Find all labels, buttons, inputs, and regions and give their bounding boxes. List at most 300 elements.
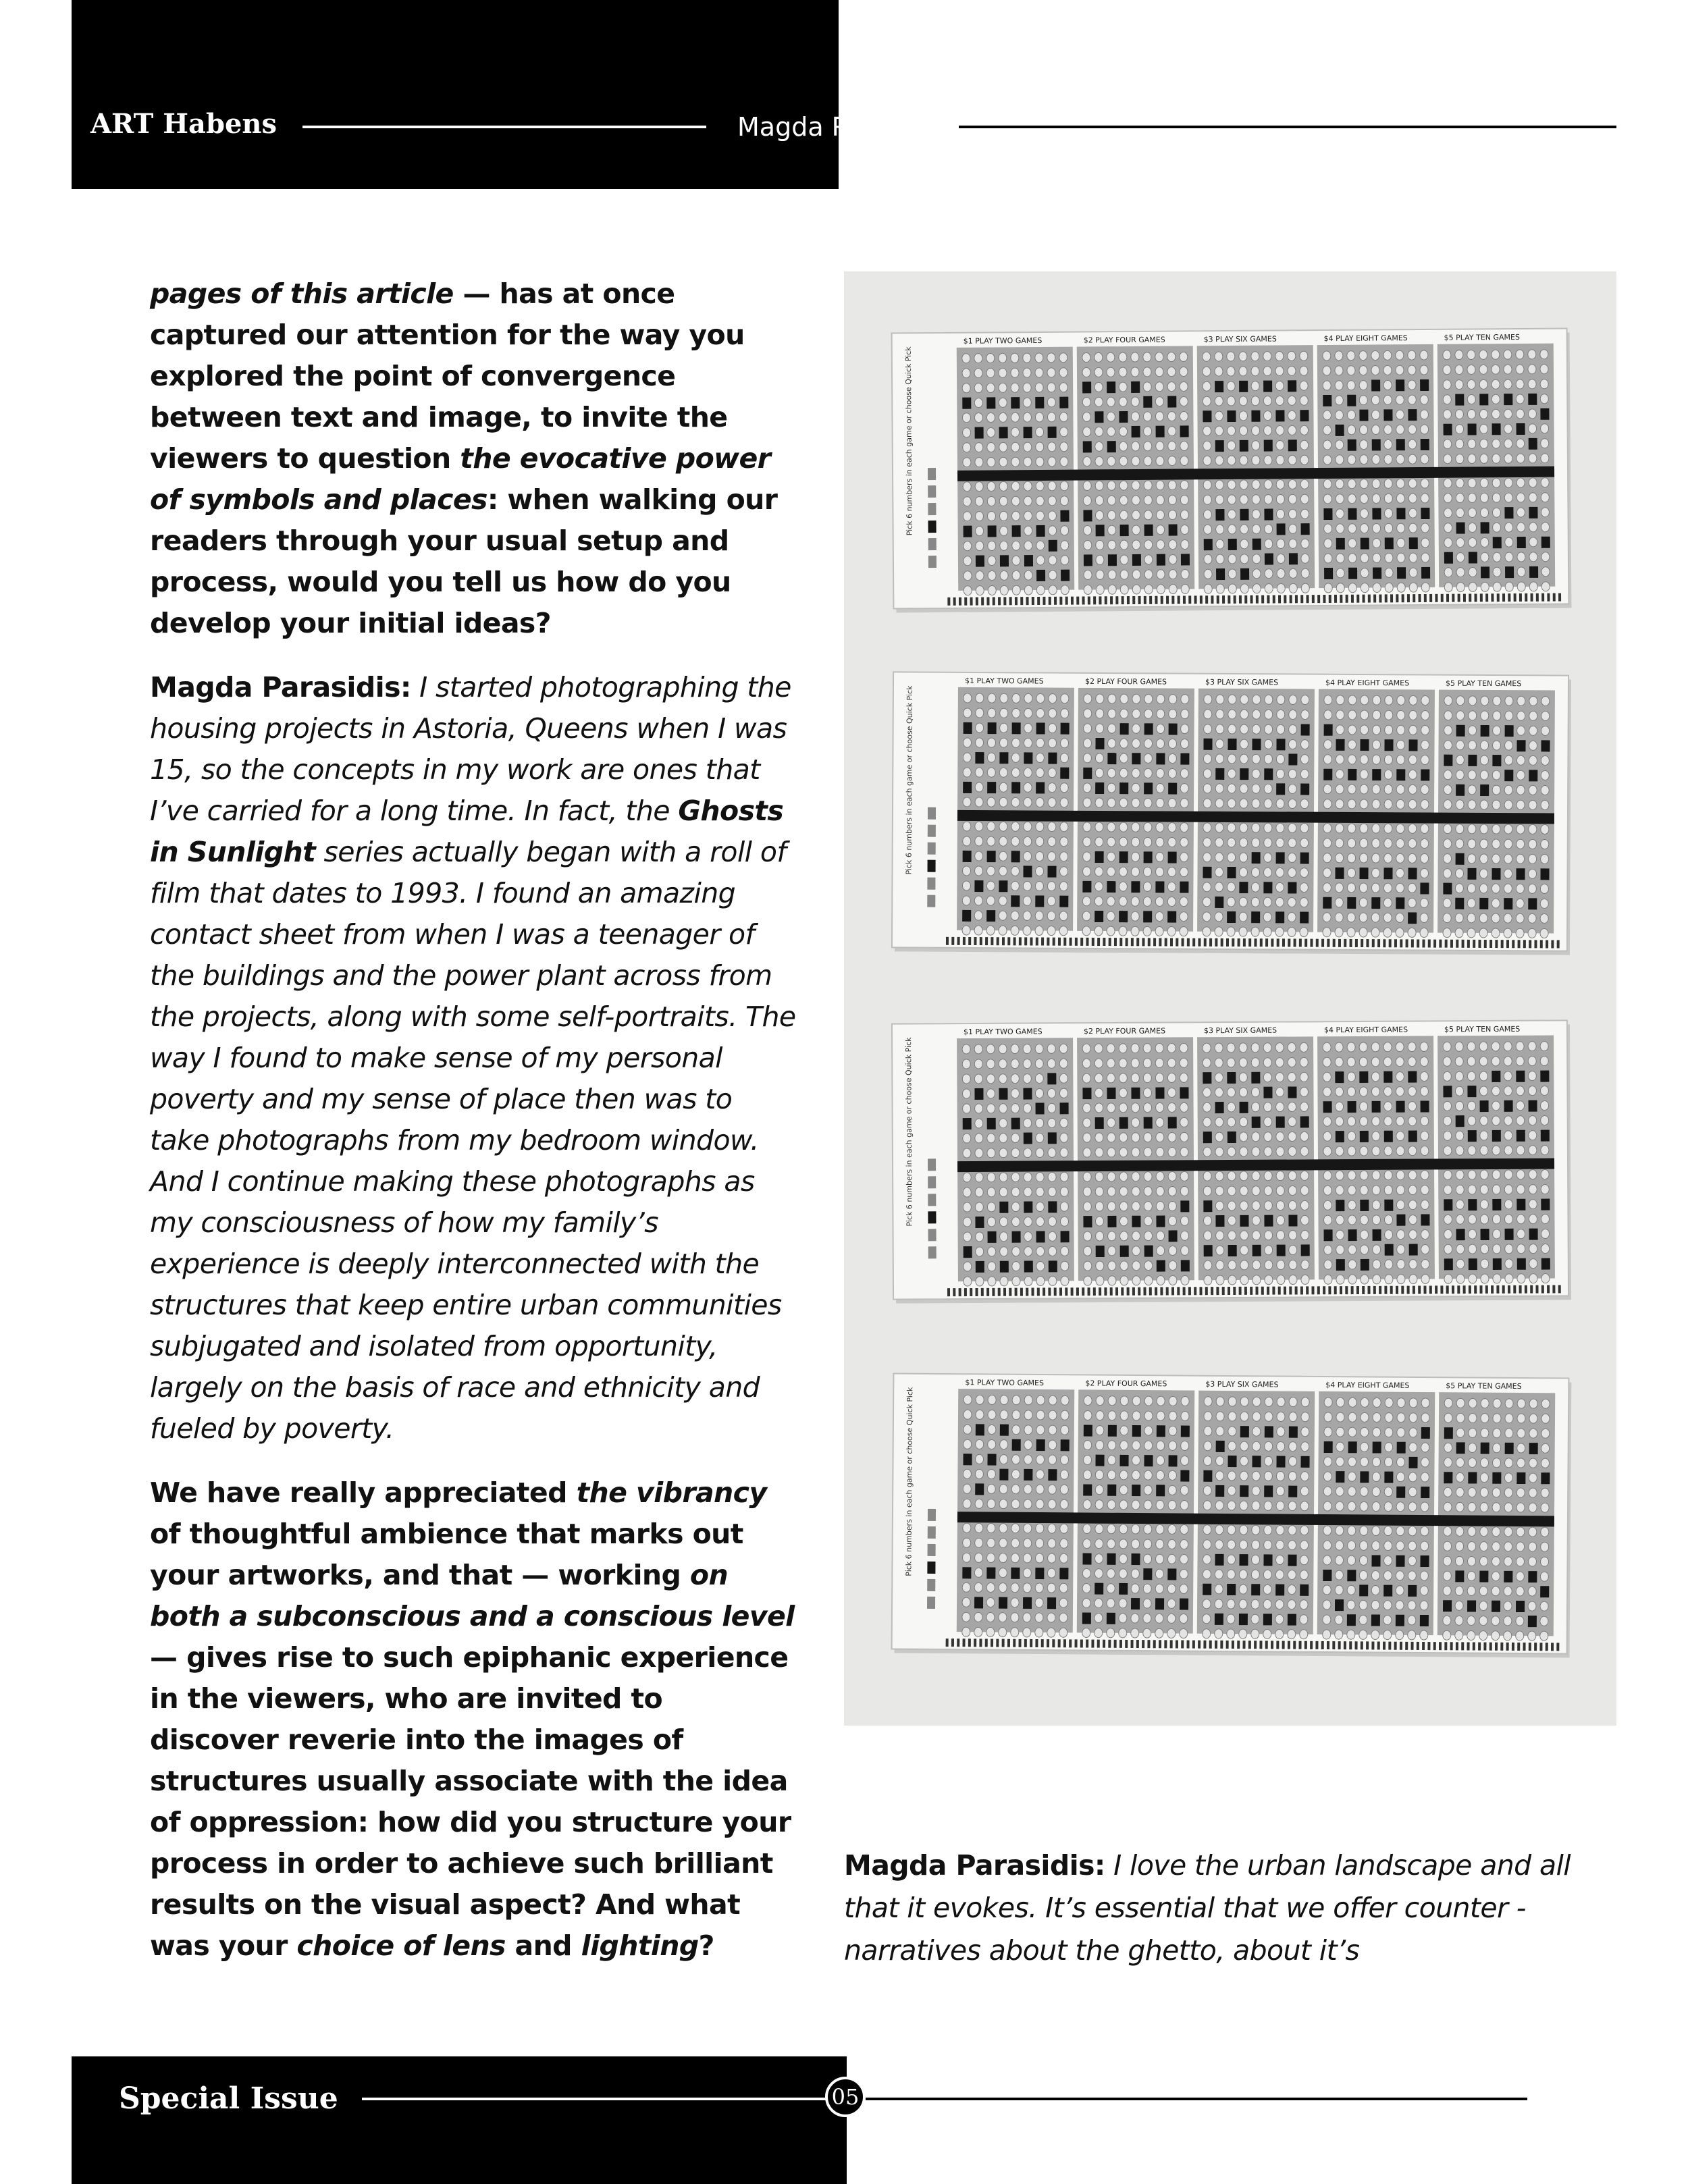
number-bubble	[1132, 1172, 1140, 1181]
marked-bubble	[1263, 1087, 1272, 1098]
marked-bubble	[1468, 1472, 1477, 1483]
number-bubble	[1107, 1470, 1115, 1480]
timing-mark	[1558, 1285, 1561, 1293]
number-bubble	[1335, 1057, 1343, 1067]
number-bubble	[1143, 1044, 1151, 1053]
number-bubble	[1095, 1485, 1103, 1495]
number-bubble	[986, 1582, 995, 1592]
number-bubble	[1180, 456, 1188, 465]
number-bubble	[1288, 1042, 1296, 1052]
number-bubble	[987, 768, 995, 777]
marked-bubble	[1397, 1442, 1406, 1454]
timing-mark	[1558, 593, 1561, 602]
number-bubble	[1480, 755, 1488, 765]
number-bubble	[1275, 1555, 1284, 1564]
number-bubble	[1012, 1262, 1020, 1271]
number-bubble	[1011, 1553, 1019, 1563]
timing-mark	[1401, 1286, 1404, 1294]
number-bubble	[1132, 1441, 1140, 1450]
number-bubble	[1252, 1501, 1260, 1510]
number-bubble	[1011, 911, 1019, 920]
timing-mark	[974, 1639, 976, 1647]
number-bubble	[1540, 913, 1548, 923]
marked-bubble	[1227, 1072, 1236, 1084]
number-bubble	[1397, 538, 1405, 548]
number-bubble	[1444, 1131, 1452, 1140]
number-bubble	[1373, 1245, 1381, 1254]
number-bubble	[1289, 568, 1297, 578]
marked-bubble	[1456, 523, 1465, 534]
number-bubble	[1324, 1260, 1332, 1269]
number-bubble	[1132, 724, 1140, 733]
number-bubble	[1011, 481, 1020, 491]
marked-bubble	[1047, 1073, 1056, 1084]
number-bubble	[1444, 454, 1452, 464]
number-bubble	[1168, 1470, 1176, 1480]
number-bubble	[1215, 1043, 1223, 1053]
number-bubble	[1169, 1426, 1177, 1435]
timing-mark	[953, 597, 956, 606]
marked-bubble	[1167, 396, 1176, 408]
marked-bubble	[1061, 723, 1070, 735]
timing-mark	[947, 597, 950, 606]
timing-mark	[1506, 1643, 1509, 1651]
number-bubble	[1541, 1527, 1549, 1537]
number-bubble	[1107, 867, 1115, 876]
number-bubble	[1143, 867, 1151, 876]
number-bubble	[1383, 1630, 1392, 1640]
timing-mark	[1552, 1285, 1555, 1293]
marked-bubble	[1035, 895, 1044, 907]
number-bubble	[1444, 538, 1452, 548]
number-bubble	[1181, 569, 1189, 579]
timing-mark	[1093, 596, 1096, 604]
number-bubble	[1384, 1117, 1392, 1126]
number-bubble	[975, 782, 983, 792]
number-bubble	[1396, 1131, 1404, 1141]
number-bubble	[1444, 523, 1452, 533]
number-bubble	[1119, 897, 1127, 906]
ticket-column-header: $3 PLAY SIX GAMES	[1205, 677, 1279, 687]
marked-bubble	[1167, 1568, 1176, 1580]
timing-mark	[1506, 940, 1509, 948]
number-bubble	[1492, 1503, 1500, 1512]
number-bubble	[1095, 837, 1103, 847]
number-bubble	[1024, 1148, 1032, 1158]
marked-bubble	[1371, 1614, 1380, 1626]
timing-mark	[1304, 1641, 1307, 1649]
number-bubble	[1180, 1132, 1188, 1142]
number-bubble	[1049, 570, 1057, 580]
number-bubble	[1252, 1201, 1260, 1210]
number-bubble	[1011, 1628, 1019, 1637]
timing-mark	[1546, 940, 1548, 948]
number-bubble	[1384, 425, 1392, 434]
number-bubble	[1060, 442, 1068, 452]
marked-bubble	[1541, 1472, 1550, 1484]
number-bubble	[1541, 854, 1549, 863]
marked-bubble	[1059, 397, 1068, 408]
number-bubble	[1301, 1275, 1309, 1284]
marked-bubble	[1323, 508, 1332, 520]
timing-mark	[1469, 1285, 1471, 1294]
number-bubble	[1012, 708, 1020, 718]
number-bubble	[1215, 799, 1223, 808]
timing-mark	[1323, 1286, 1325, 1294]
number-bubble	[1360, 479, 1368, 489]
number-bubble	[1396, 1042, 1404, 1052]
number-bubble	[1456, 770, 1464, 780]
number-bubble	[1036, 1276, 1045, 1285]
number-bubble	[1047, 383, 1055, 392]
number-bubble	[1409, 583, 1417, 592]
number-bubble	[1251, 367, 1259, 376]
number-bubble	[1324, 695, 1332, 705]
number-bubble	[1215, 1570, 1223, 1579]
timing-mark	[1361, 939, 1363, 947]
marked-bubble	[1517, 1258, 1526, 1270]
number-bubble	[1528, 884, 1536, 893]
number-bubble	[1517, 1414, 1525, 1423]
timing-mark	[946, 937, 949, 945]
number-bubble	[1228, 853, 1236, 862]
number-bubble	[1540, 1042, 1548, 1051]
marked-bubble	[1516, 1472, 1525, 1484]
timing-mark	[1294, 938, 1296, 947]
number-bubble	[1095, 1172, 1103, 1181]
timing-mark	[1306, 1286, 1309, 1294]
number-bubble	[1108, 525, 1116, 535]
timing-mark	[1340, 595, 1342, 603]
number-bubble	[1228, 823, 1236, 832]
marked-bubble	[1181, 1425, 1190, 1437]
number-bubble	[1456, 755, 1464, 765]
number-bubble	[1480, 1458, 1488, 1468]
timing-mark	[1233, 1287, 1236, 1295]
number-bubble	[1529, 854, 1537, 863]
timing-mark	[1284, 1287, 1286, 1295]
number-bubble	[1288, 1057, 1296, 1067]
interview-answer-2	[844, 1844, 1616, 1972]
number-bubble	[1479, 1631, 1487, 1641]
timing-mark	[1099, 596, 1101, 604]
number-bubble	[974, 866, 982, 876]
number-bubble	[1300, 509, 1309, 518]
number-bubble	[976, 723, 984, 733]
marked-bubble	[1492, 1071, 1500, 1082]
number-bubble	[1228, 1102, 1236, 1112]
timing-mark	[1075, 1639, 1078, 1647]
number-bubble	[1203, 1216, 1211, 1225]
number-bubble	[1095, 1202, 1103, 1211]
number-bubble	[1480, 454, 1488, 463]
marked-bubble	[1228, 1456, 1236, 1467]
number-bubble	[1396, 1186, 1404, 1195]
number-bubble	[1504, 1458, 1512, 1468]
timing-mark	[996, 1639, 999, 1647]
interview-answer-1	[150, 667, 798, 1449]
number-bubble	[1180, 823, 1188, 832]
number-bubble	[976, 1232, 984, 1242]
number-bubble	[1408, 1186, 1417, 1195]
timing-mark	[1041, 938, 1044, 946]
number-bubble	[1456, 1274, 1465, 1283]
number-bubble	[1132, 525, 1140, 535]
number-bubble	[1505, 1259, 1513, 1269]
number-bubble	[1276, 1171, 1284, 1181]
number-bubble	[1493, 1429, 1501, 1438]
timing-mark	[964, 1288, 967, 1296]
number-bubble	[1169, 710, 1177, 719]
timing-mark	[1155, 1287, 1157, 1296]
marked-bubble	[1132, 554, 1141, 566]
timing-mark	[959, 597, 961, 606]
number-bubble	[1289, 1245, 1297, 1254]
number-bubble	[1239, 1043, 1247, 1053]
timing-mark	[1418, 1286, 1421, 1294]
number-bubble	[1541, 493, 1549, 502]
number-bubble	[1060, 427, 1068, 437]
number-bubble	[1408, 494, 1417, 503]
number-bubble	[1443, 380, 1451, 390]
marked-bubble	[1119, 411, 1128, 423]
number-bubble	[1264, 1456, 1272, 1466]
number-bubble	[1156, 481, 1164, 490]
marked-bubble	[1096, 525, 1105, 536]
number-bubble	[1468, 1215, 1476, 1224]
number-bubble	[1047, 1044, 1055, 1053]
footer-rule-left	[362, 2098, 828, 2100]
marked-bubble	[1444, 1472, 1452, 1483]
number-bubble	[1036, 481, 1044, 491]
timing-mark	[1400, 939, 1402, 947]
number-bubble	[1348, 1260, 1356, 1269]
marked-bubble	[1288, 440, 1297, 451]
number-bubble	[1468, 1487, 1476, 1497]
number-bubble	[1420, 1571, 1428, 1580]
number-bubble	[1288, 1200, 1296, 1210]
marked-bubble	[1288, 753, 1297, 765]
number-bubble	[1409, 1230, 1417, 1240]
number-bubble	[1360, 1501, 1368, 1511]
number-bubble	[1397, 1413, 1405, 1422]
number-bubble	[1456, 440, 1464, 449]
timing-mark	[1363, 595, 1365, 603]
number-bubble	[1455, 1057, 1463, 1066]
marked-bubble	[1000, 1424, 1009, 1436]
number-bubble	[1469, 1244, 1477, 1254]
number-bubble	[1264, 838, 1272, 847]
number-bubble	[1408, 1215, 1417, 1225]
number-bubble	[1336, 710, 1344, 720]
header-bar	[72, 0, 839, 189]
number-bubble	[1094, 397, 1103, 406]
number-bubble	[1444, 1229, 1452, 1239]
number-bubble	[1204, 554, 1212, 564]
marked-bubble	[1132, 1485, 1140, 1496]
number-bubble	[1347, 868, 1355, 878]
number-bubble	[1456, 1487, 1464, 1497]
number-bubble	[1169, 570, 1177, 579]
marked-bubble	[1288, 1555, 1296, 1566]
timing-mark	[1237, 1641, 1240, 1649]
number-bubble	[1396, 395, 1404, 404]
marked-bubble	[1541, 1258, 1550, 1270]
marked-bubble	[1144, 1246, 1153, 1257]
timing-mark	[1354, 1641, 1357, 1649]
number-bubble	[1324, 710, 1332, 720]
marked-bubble	[1385, 537, 1394, 549]
number-bubble	[1421, 1274, 1429, 1283]
timing-mark	[1122, 596, 1124, 604]
timing-mark	[1192, 938, 1195, 947]
number-bubble	[1048, 481, 1056, 491]
number-bubble	[1240, 1412, 1248, 1421]
number-bubble	[1541, 755, 1549, 765]
number-bubble	[1131, 1059, 1139, 1068]
number-bubble	[1396, 853, 1404, 863]
timing-mark	[970, 597, 973, 606]
timing-mark	[1086, 938, 1088, 946]
number-bubble	[1227, 1614, 1235, 1624]
number-bubble	[1048, 1187, 1056, 1196]
number-bubble	[1336, 1487, 1344, 1496]
number-bubble	[986, 881, 995, 890]
timing-mark	[1171, 596, 1174, 604]
timing-mark	[1132, 1287, 1135, 1296]
number-bubble	[1493, 711, 1501, 720]
number-bubble	[1385, 583, 1393, 592]
number-bubble	[1252, 1132, 1260, 1142]
number-bubble	[1492, 770, 1500, 780]
number-bubble	[1061, 1455, 1069, 1464]
number-bubble	[1383, 1601, 1392, 1610]
number-bubble	[1215, 1147, 1223, 1156]
marked-bubble	[1421, 1100, 1429, 1112]
number-bubble	[1012, 1395, 1020, 1405]
number-bubble	[1469, 711, 1477, 720]
number-bubble	[1035, 368, 1043, 377]
number-bubble	[1444, 741, 1452, 750]
timing-mark	[1148, 938, 1151, 946]
number-bubble	[1240, 710, 1248, 719]
number-bubble	[1203, 823, 1211, 832]
timing-mark	[979, 1639, 982, 1647]
marked-bubble	[1120, 1246, 1129, 1257]
number-bubble	[1444, 1398, 1452, 1408]
number-bubble	[1156, 1172, 1164, 1181]
number-bubble	[962, 383, 970, 393]
number-bubble	[1492, 1146, 1500, 1155]
number-bubble	[1456, 425, 1464, 434]
number-bubble	[1541, 454, 1549, 463]
number-bubble	[1084, 525, 1092, 535]
number-bubble	[1000, 1247, 1008, 1256]
number-bubble	[1180, 441, 1188, 450]
number-bubble	[1180, 739, 1188, 749]
number-bubble	[1061, 526, 1069, 535]
marked-bubble	[1359, 1071, 1368, 1083]
q2-text-3: — gives rise to such epiphanic experience in the viewers, who are invited to discover reverie into the images of structures usually associate with the idea of oppression: how did you structure your process in order to achieve such brilliant results on the visual aspect? And what was your	[150, 1641, 791, 1962]
number-bubble	[1144, 1133, 1152, 1142]
timing-mark	[1003, 597, 1006, 605]
number-bubble	[1263, 912, 1271, 922]
number-bubble	[1408, 1601, 1416, 1610]
number-bubble	[1361, 568, 1369, 578]
number-bubble	[1011, 1217, 1020, 1227]
number-bubble	[1203, 426, 1211, 435]
number-bubble	[1228, 1397, 1236, 1406]
number-bubble	[962, 1089, 970, 1098]
number-bubble	[1529, 800, 1537, 809]
number-bubble	[1359, 883, 1367, 893]
number-bubble	[1119, 1217, 1128, 1226]
number-bubble	[1288, 1102, 1296, 1111]
number-bubble	[1024, 496, 1032, 506]
timing-mark	[1114, 938, 1117, 946]
number-bubble	[1180, 1043, 1188, 1053]
side-mark	[927, 895, 935, 907]
number-bubble	[1119, 1172, 1128, 1181]
number-bubble	[1265, 539, 1273, 549]
number-bubble	[1252, 480, 1260, 489]
marked-bubble	[1263, 1614, 1272, 1625]
number-bubble	[1444, 1244, 1452, 1254]
marked-bubble	[1156, 1485, 1165, 1496]
number-bubble	[1492, 928, 1500, 938]
timing-mark	[998, 597, 1001, 605]
number-bubble	[963, 1484, 971, 1493]
number-bubble	[1529, 552, 1537, 562]
number-bubble	[1348, 494, 1356, 504]
number-bubble	[1541, 1414, 1550, 1423]
marked-bubble	[1215, 509, 1224, 521]
number-bubble	[1455, 1042, 1463, 1051]
number-bubble	[1180, 367, 1188, 376]
number-bubble	[1323, 1600, 1331, 1609]
number-bubble	[1036, 1524, 1044, 1533]
number-bubble	[1132, 1500, 1140, 1510]
number-bubble	[1095, 1133, 1103, 1142]
number-bubble	[1011, 753, 1020, 762]
number-bubble	[1036, 1202, 1044, 1211]
timing-mark	[1037, 1287, 1040, 1296]
timing-mark	[1512, 1643, 1514, 1651]
number-bubble	[1468, 800, 1476, 809]
number-bubble	[976, 1277, 984, 1286]
number-bubble	[1289, 1397, 1297, 1407]
number-bubble	[1228, 1260, 1236, 1270]
number-bubble	[1168, 823, 1176, 832]
number-bubble	[1455, 1616, 1463, 1625]
timing-mark	[1176, 938, 1178, 947]
number-bubble	[1132, 1396, 1140, 1406]
number-bubble	[1443, 410, 1451, 419]
number-bubble	[1300, 883, 1308, 893]
number-bubble	[1228, 754, 1236, 764]
number-bubble	[1468, 454, 1476, 463]
number-bubble	[962, 413, 970, 423]
marked-bubble	[1082, 1088, 1091, 1099]
marked-bubble	[1384, 739, 1393, 751]
number-bubble	[1396, 913, 1404, 922]
number-bubble	[1024, 1539, 1032, 1548]
number-bubble	[1228, 554, 1236, 564]
number-bubble	[1371, 1585, 1379, 1595]
number-bubble	[1215, 396, 1223, 406]
marked-bubble	[1094, 1583, 1103, 1595]
timing-mark	[1282, 1641, 1285, 1649]
